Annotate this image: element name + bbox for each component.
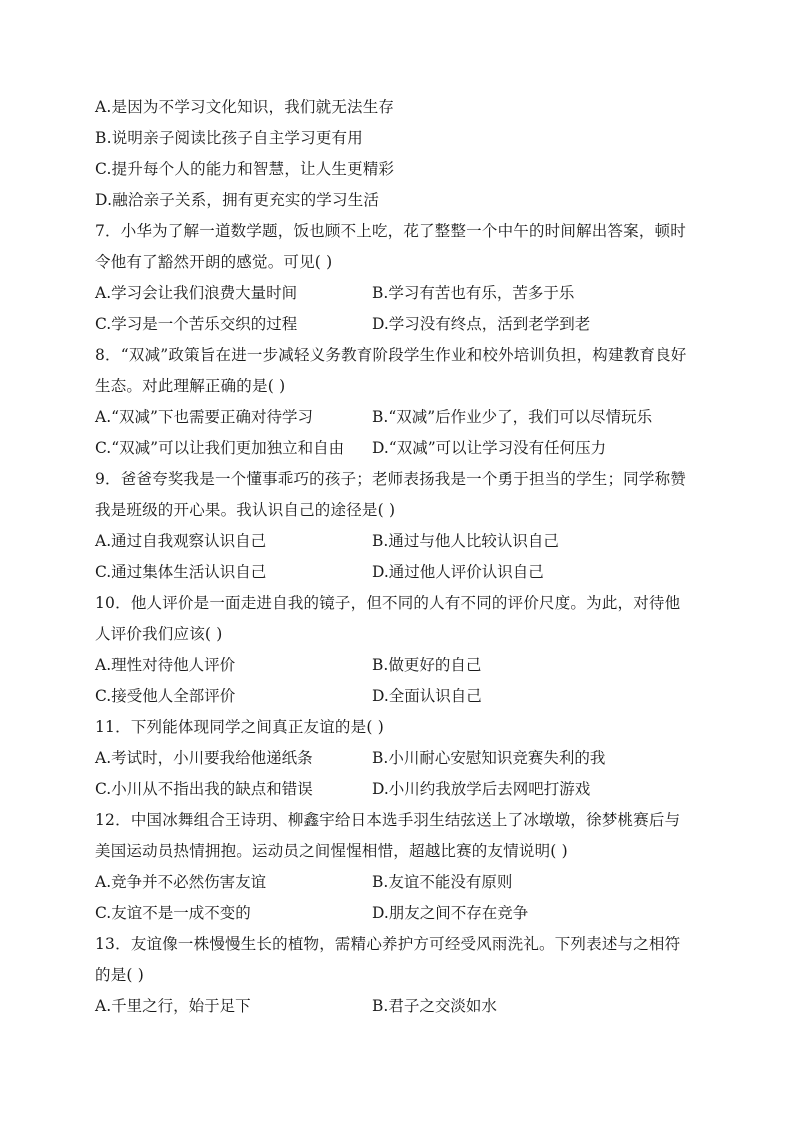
q7-options-row-1: [95, 278, 705, 309]
q11-option-c: C.小川从不指出我的缺点和错误: [95, 780, 313, 798]
q12-options-row-2: [95, 898, 705, 929]
q8-option-a: A.“双减”下也需要正确对待学习: [95, 408, 313, 426]
q8-stem-line-2: 生态。对此理解正确的是( ): [95, 377, 286, 395]
q9-option-c: C.通过集体生活认识自己: [95, 563, 267, 581]
q12-options-row-1: [95, 867, 705, 898]
q10-option-b: B.做更好的自己: [372, 656, 482, 674]
question-list: [95, 92, 705, 1022]
q6-option-d: D.融洽亲子关系，拥有更充实的学习生活: [95, 191, 380, 209]
q10-stem-line-1: 10．他人评价是一面走进自我的镜子，但不同的人有不同的评价尺度。为此，对待他: [95, 594, 681, 612]
q6-option-a: A.是因为不学习文化知识，我们就无法生存: [95, 98, 395, 116]
q9-option-d: D.通过他人评价认识自己: [372, 563, 544, 581]
q12-option-c: C.友谊不是一成不变的: [95, 904, 251, 922]
q13-stem-line-1: 13．友谊像一株慢慢生长的植物，需精心养护方可经受风雨洗礼。下列表述与之相符: [95, 935, 681, 953]
q9-options-row-2: [95, 557, 705, 588]
q7-option-a: A.学习会让我们浪费大量时间: [95, 284, 298, 302]
q7-option-c: C.学习是一个苦乐交织的过程: [95, 315, 298, 333]
q8-options-row-1: [95, 402, 705, 433]
q6-option-c: C.提升每个人的能力和智慧，让人生更精彩: [95, 160, 395, 178]
q10-options-row-1: [95, 650, 705, 681]
q11-option-d: D.小川约我放学后去网吧打游戏: [372, 780, 591, 798]
q13-option-b: B.君子之交淡如水: [372, 997, 497, 1015]
q9-stem-line-2: 我是班级的开心果。我认识自己的途径是( ): [95, 501, 396, 519]
q11-stem-line-1: 11．下列能体现同学之间真正友谊的是( ): [95, 718, 384, 736]
q8-option-b: B.“双减”后作业少了，我们可以尽情玩乐: [372, 408, 653, 426]
q12-stem-line-1: 12．中国冰舞组合王诗玥、柳鑫宇给日本选手羽生结弦送上了冰墩墩，徐梦桃赛后与: [95, 811, 681, 829]
q7-stem-line-1: 7．小华为了解一道数学题，饭也顾不上吃，花了整整一个中午的时间解出答案，顿时: [95, 222, 686, 240]
q10-option-d: D.全面认识自己: [372, 687, 482, 705]
q10-option-a: A.理性对待他人评价: [95, 656, 236, 674]
q10-stem-line-2: 人评价我们应该( ): [95, 625, 223, 643]
q9-stem-line-1: 9．爸爸夸奖我是一个懂事乖巧的孩子；老师表扬我是一个勇于担当的学生；同学称赞: [95, 470, 686, 488]
q11-options-row-2: [95, 774, 705, 805]
q8-option-c: C.“双减”可以让我们更加独立和自由: [95, 439, 345, 457]
q12-option-d: D.朋友之间不存在竞争: [372, 904, 529, 922]
q7-option-d: D.学习没有终点，活到老学到老: [372, 315, 591, 333]
q10-option-c: C.接受他人全部评价: [95, 687, 236, 705]
q8-option-d: D.“双减”可以让学习没有任何压力: [372, 439, 607, 457]
q13-options-row-1: [95, 991, 705, 1022]
q8-stem-line-1: 8．“双减”政策旨在进一步减轻义务教育阶段学生作业和校外培训负担，构建教育良好: [95, 346, 687, 364]
q9-option-a: A.通过自我观察认识自己: [95, 532, 267, 550]
q11-option-a: A.考试时，小川要我给他递纸条: [95, 749, 313, 767]
q11-options-row-1: [95, 743, 705, 774]
q12-option-b: B.友谊不能没有原则: [372, 873, 513, 891]
q8-options-row-2: [95, 433, 705, 464]
q6-option-b: B.说明亲子阅读比孩子自主学习更有用: [95, 129, 363, 147]
q7-stem-line-2: 令他有了豁然开朗的感觉。可见( ): [95, 253, 333, 271]
q9-option-b: B.通过与他人比较认识自己: [372, 532, 559, 550]
q7-options-row-2: [95, 309, 705, 340]
q13-option-a: A.千里之行，始于足下: [95, 997, 251, 1015]
q12-option-a: A.竞争并不必然伤害友谊: [95, 873, 267, 891]
q13-stem-line-2: 的是( ): [95, 966, 145, 984]
q7-option-b: B.学习有苦也有乐，苦多于乐: [372, 284, 575, 302]
q11-option-b: B.小川耐心安慰知识竞赛失利的我: [372, 749, 606, 767]
q9-options-row-1: [95, 526, 705, 557]
q10-options-row-2: [95, 681, 705, 712]
q12-stem-line-2: 美国运动员热情拥抱。运动员之间惺惺相惜，超越比赛的友情说明( ): [95, 842, 568, 860]
